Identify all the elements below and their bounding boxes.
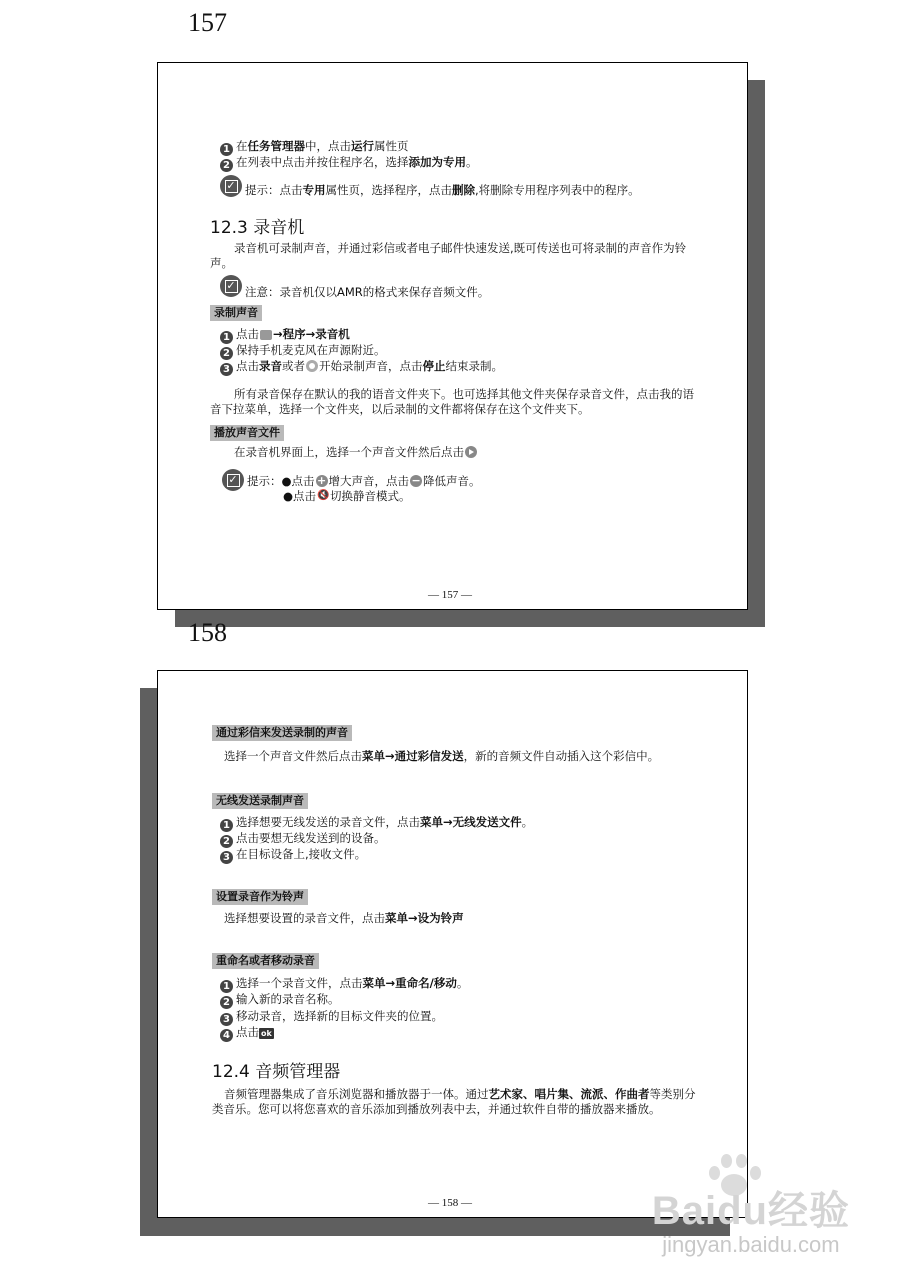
text: 中，点击 [305,139,351,153]
record-icon [306,360,318,372]
watermark-logo: Baidu经验 [651,1189,850,1233]
tip-2-line-1 [247,474,481,489]
text: 输入新的录音名称。 [236,992,340,1006]
step-number: 1 [220,819,233,832]
text: 选择一个声音文件然后点击 [224,749,362,763]
bold-text: 菜单→设为铃声 [385,911,464,925]
bold-text: 菜单→重命名/移动 [362,976,457,990]
text: 点击 [236,327,259,341]
rec-step-2 [220,343,386,360]
step-2 [220,155,478,172]
volume-up-icon [316,475,328,487]
bold-text: →程序→录音机 [273,327,350,341]
wireless-step-2 [220,831,386,848]
text: 点击 [236,359,259,373]
text: 。 [521,815,534,829]
audio-manager-paragraph [212,1087,700,1117]
page-157 [157,62,748,610]
bold-text: 运行 [351,139,374,153]
wireless-step-1 [220,815,533,832]
text: 等类别分类音乐。您可以将您喜欢的音乐添加到播放列表中去，并通过软件自带的播放器来播放。 [212,1087,696,1116]
text: 点击 [236,1025,259,1039]
page-footer-158: — 158 — [428,1197,472,1209]
text: ,将删除专用程序列表中的程序。 [475,183,640,197]
text: 保持手机麦克风在声源附近。 [236,343,386,357]
intro-paragraph: 录音机可录制声音，并通过彩信或者电子邮件快速发送,既可传送也可将录制的声音作为铃声。 [210,241,687,270]
step-number: 1 [220,143,233,156]
bold-text: 菜单→通过彩信发送 [362,749,464,763]
check-note-icon: ✓ [220,175,242,197]
text: 点击要想无线发送到的设备。 [236,831,386,845]
step-number: 3 [220,851,233,864]
text: ●点击 [281,474,315,488]
text: 。 [466,155,478,169]
section-title-12-4: 12.4 音频管理器 [212,1062,341,1082]
step-number: 2 [220,835,233,848]
text: 提示： [247,474,282,488]
check-note-icon: ✓ [222,469,244,491]
page-158 [157,670,748,1218]
text: 。 [456,976,469,990]
note-amr: 注意：录音机仅以AMR的格式来保存音频文件。 [245,285,490,299]
bold-text: 艺术家、唱片集、流派、作曲者 [488,1087,650,1101]
rename-step-4 [220,1025,274,1042]
bold-text: 专用 [302,183,326,197]
rename-step-2 [220,992,340,1009]
text: ，新的音频文件自动插入这个彩信中。 [463,749,660,763]
text: ●点击 [283,489,317,503]
rename-step-1 [220,976,468,993]
text: 或者 [282,359,305,373]
mute-speaker-icon [317,490,329,502]
text: 在录音机界面上，选择一个声音文件然后点击 [234,445,464,459]
baidu-jingyan-watermark [652,1179,850,1258]
watermark-url: jingyan.baidu.com [662,1232,840,1257]
tag-send-mms: 通过彩信来发送录制的声音 [212,725,352,741]
step-number: 2 [220,159,233,172]
bold-text: 删除 [452,183,475,197]
tag-record-sound: 录制声音 [210,305,262,321]
text: 在目标设备上,接收文件。 [236,847,367,861]
bold-text: 菜单→无线发送文件 [420,815,522,829]
tag-wireless-send: 无线发送录制声音 [212,793,308,809]
ringtone-line [224,911,464,926]
tag-set-ringtone: 设置录音作为铃声 [212,889,308,905]
step-1 [220,139,409,156]
text: 属性页，选择程序，点击 [325,183,452,197]
text: 切换静音模式。 [330,489,411,503]
play-icon [465,446,477,458]
step-number: 3 [220,363,233,376]
play-line [234,445,478,460]
bold-text: 录音 [259,359,282,373]
page-label-158: 158 [188,618,227,647]
section-title-12-3: 12.3 录音机 [210,218,305,238]
start-menu-icon [260,330,272,340]
page-footer-157: — 157 — [428,589,472,601]
step-number: 2 [220,347,233,360]
step-number: 1 [220,331,233,344]
rec-step-1 [220,327,350,344]
bold-text: 停止 [422,359,446,373]
text: 选择想要无线发送的录音文件，点击 [236,815,420,829]
check-note-icon: ✓ [220,275,242,297]
text: 选择想要设置的录音文件，点击 [224,911,385,925]
volume-down-icon [410,475,422,487]
mms-line [224,749,659,764]
tip-2-line-2 [283,489,411,504]
text: 结束录制。 [445,359,503,373]
text: 在列表中点击并按住程序名，选择 [236,155,409,169]
save-paragraph: 所有录音保存在默认的我的语音文件夹下。也可选择其他文件夹保存录音文件，点击我的语音下拉菜单，选择一个文件夹，以后录制的文件都将保存在这个文件夹下。 [210,387,694,416]
text: 在 [236,139,248,153]
tag-rename-move: 重命名或者移动录音 [212,953,319,969]
text: 提示：点击 [245,183,303,197]
tip-1 [245,183,640,198]
step-number: 3 [220,1013,233,1026]
text: 音频管理器集成了音乐浏览器和播放器于一体。通过 [224,1087,489,1101]
step-number: 2 [220,996,233,1009]
text: 属性页 [374,139,409,153]
rec-step-3 [220,359,503,376]
step-number: 4 [220,1029,233,1042]
text: 开始录制声音，点击 [319,359,423,373]
tag-play-sound: 播放声音文件 [210,425,284,441]
text: 降低声音。 [423,474,481,488]
step-number: 1 [220,980,233,993]
bold-text: 添加为专用 [408,155,466,169]
page-label-157: 157 [188,8,227,37]
ok-key-icon: ok [261,1029,272,1038]
wireless-step-3 [220,847,366,864]
text: 增大声音，点击 [328,474,410,488]
rename-step-3 [220,1009,443,1026]
bold-text: 任务管理器 [247,139,305,153]
text: 移动录音，选择新的目标文件夹的位置。 [236,1009,443,1023]
text: 选择一个录音文件，点击 [236,976,363,990]
